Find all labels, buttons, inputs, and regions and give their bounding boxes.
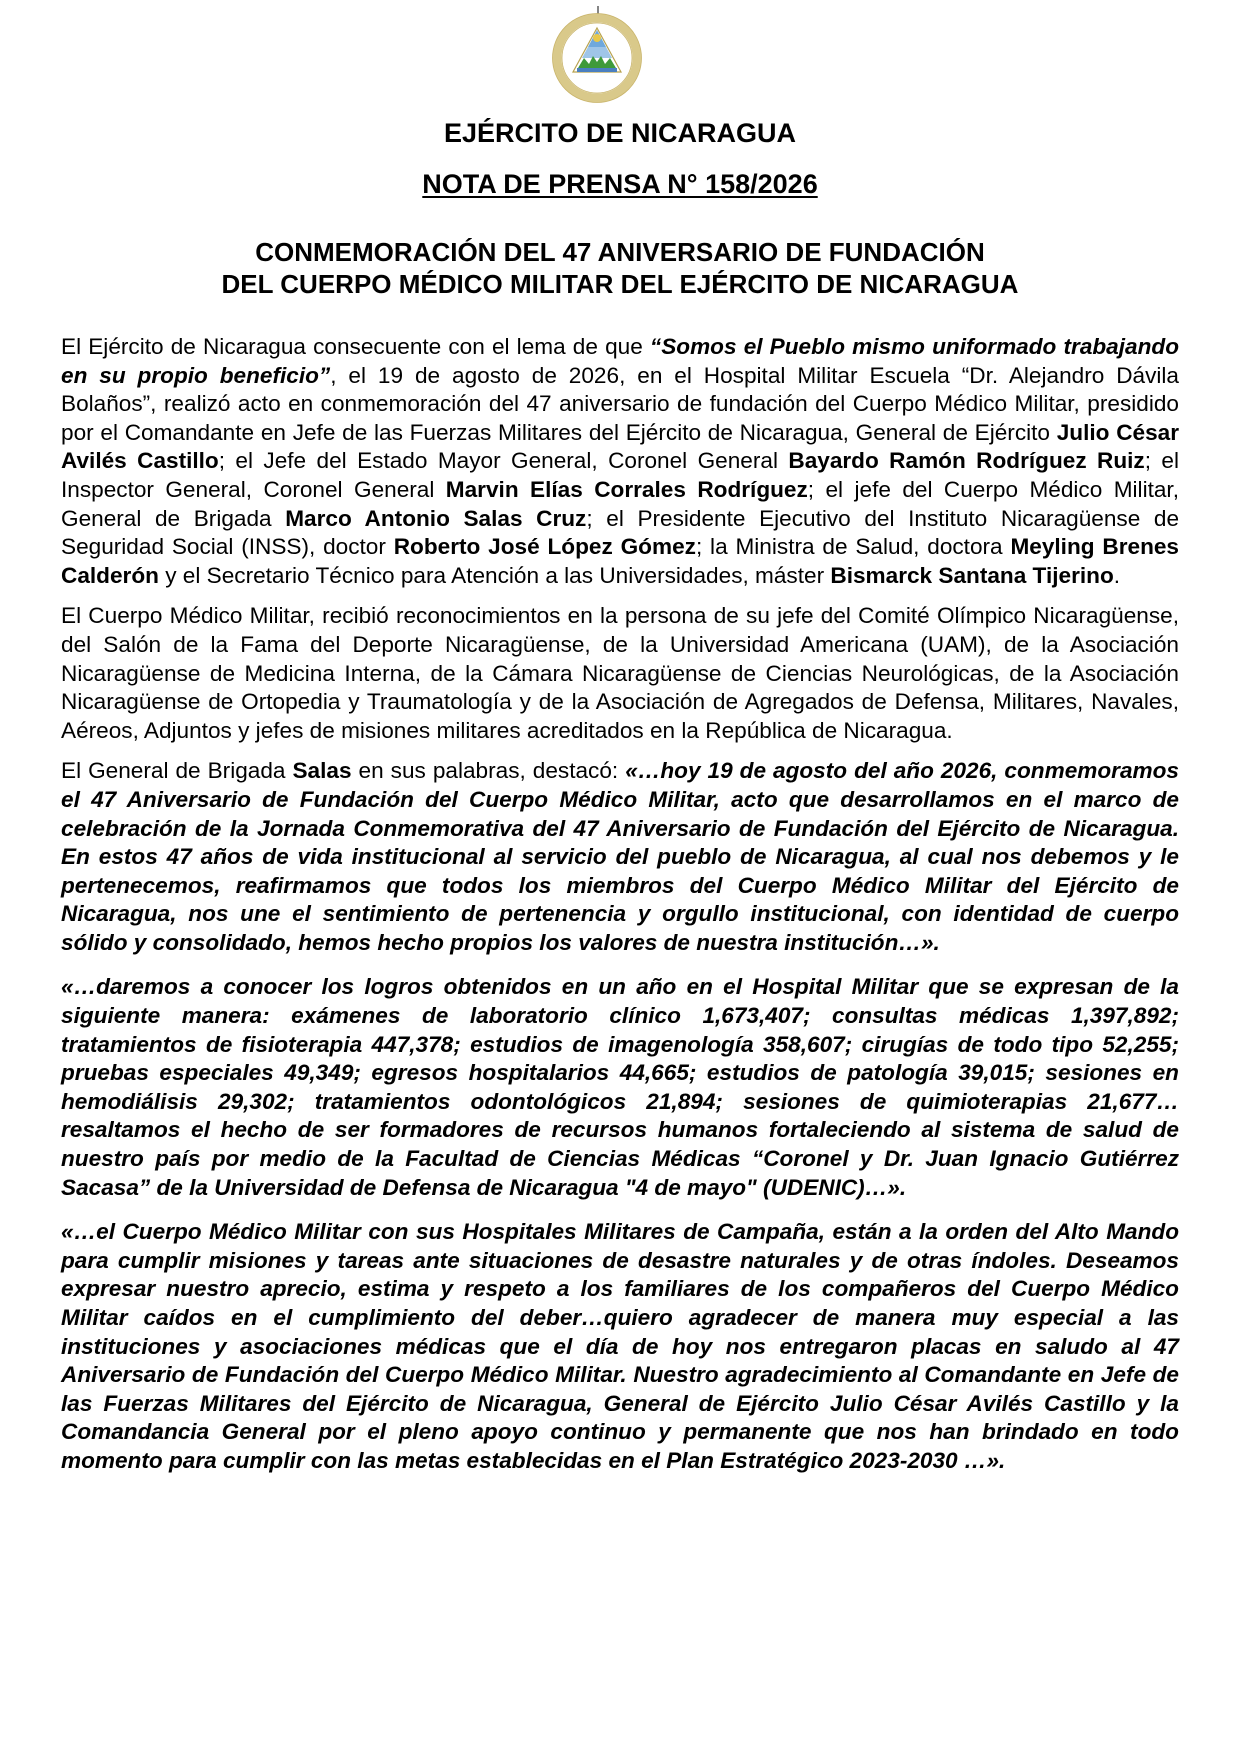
motto-quote: “Somos el Pueblo mismo uniformado trabajando en su propio beneficio” <box>61 334 1179 388</box>
text-run: ; la Ministra de Salud, doctora <box>695 534 1011 560</box>
headline <box>0 236 1240 300</box>
person-name: Bayardo Ramón Rodríguez Ruiz <box>788 448 1145 474</box>
article-body <box>61 333 1179 1476</box>
text-run: , el 19 de agosto de 2026, en el Hospital Militar Escuela “Dr. Alejandro Dávila Bolaños”, realizó acto en conmemoración del 47 aniversario de fundación del Cuerpo Médico Militar, presidido por el Comandante en Jefe de las Fuerzas Militares del Ejército de Nicaragua, General de Ejército <box>61 362 1180 445</box>
text-run: y el Secretario Técnico para Atención a las Universidades, máster <box>158 562 831 588</box>
nicaragua-coat-of-arms-icon <box>548 4 646 104</box>
text-run: ; el Presidente Ejecutivo del Instituto Nicaragüense de Seguridad Social (INSS), doctor <box>61 505 1180 560</box>
person-name: Salas <box>292 758 352 784</box>
person-name: Bismarck Santana Tijerino <box>830 562 1114 588</box>
person-name: Meyling Brenes Calderón <box>61 534 1180 588</box>
speech-quote: «…hoy 19 de agosto del año 2026, conmemoramos el 47 Aniversario de Fundación del Cuerpo Médico Militar, acto que desarrollamos en el marco de celebración de la Jornada Conmemorativa del 47 Aniversario de Fundación del Ejército de Nicaragua. En estos 47 años de vida institucional al servicio del pueblo de Nicaragua, al cual nos debemos y le pertenecemos, reafirmamos que todos los miembros del Cuerpo Médico Militar del Ejército de Nicaragua, nos une el sentimiento de pertenencia y orgullo institucional, con identidad de cuerpo sólido y consolidado, hemos hecho propios los valores de nuestra institución…». <box>61 758 1179 955</box>
press-note-number: NOTA DE PRENSA N° 158/2026 <box>422 169 818 199</box>
text-run: El General de Brigada <box>61 758 293 784</box>
text-run: en sus palabras, destacó: <box>351 758 626 784</box>
paragraph-4-quote: «…daremos a conocer los logros obtenidos en un año en el Hospital Militar que se expresan de la siguiente manera: exámenes de laboratorio clínico 1,673,407; consultas médicas 1,397,892; tratamientos de fisioterapia 447,378; estudios de imagenología 358,607; cirugías de todo tipo 52,255; pruebas especiales 49,349; egresos hospitalarios 44,665; estudios de patología 39,015; sesiones en hemodiálisis 29,302; tratamientos odontológicos 21,894; sesiones de quimioterapias 21,677…resaltamos el hecho de ser formadores de recursos humanos fortaleciendo al sistema de salud de nuestro país por medio de la Facultad de Ciencias Médicas “Coronel y Dr. Juan Ignacio Gutiérrez Sacasa” de la Universidad de Defensa de Nicaragua "4 de mayo" (UDENIC)…». <box>61 974 1179 1200</box>
headline-line-2: DEL CUERPO MÉDICO MILITAR DEL EJÉRCITO DE NICARAGUA <box>221 269 1019 299</box>
text-run: . <box>1113 562 1121 588</box>
person-name: Julio César Avilés Castillo <box>61 419 1180 474</box>
organization-name: EJÉRCITO DE NICARAGUA <box>443 118 797 148</box>
paragraph-2: El Cuerpo Médico Militar, recibió reconocimientos en la persona de su jefe del Comité Olímpico Nicaragüense, del Salón de la Fama del Deporte Nicaragüense, de la Universidad Americana (UAM), de la Asociación Nicaragüense de Medicina Interna, de la Cámara Nicaragüense de Ciencias Neurológicas, de la Asociación Nicaragüense de Ortopedia y Traumatología y de la Asociación de Agregados de Defensa, Militares, Navales, Aéreos, Adjuntos y jefes de misiones militares acreditados en la República de Nicaragua. <box>61 603 1179 743</box>
paragraph-5-quote: «…el Cuerpo Médico Militar con sus Hospitales Militares de Campaña, están a la orden del Alto Mando para cumplir misiones y tareas ante situaciones de desastre naturales y de otras índoles. Deseamos expresar nuestro aprecio, estima y respeto a los familiares de los compañeros del Cuerpo Médico Militar caídos en el cumplimiento del deber…quiero agradecer de manera muy especial a las instituciones y asociaciones médicas que el día de hoy nos entregaron placas en saludo al 47 Aniversario de Fundación del Cuerpo Médico Militar. Nuestro agradecimiento al Comandante en Jefe de las Fuerzas Militares del Ejército de Nicaragua, General de Ejército Julio César Avilés Castillo y la Comandancia General por el pleno apoyo continuo y permanente que nos han brindado en todo momento para cumplir con las metas establecidas en el Plan Estratégico 2023-2030 …». <box>61 1219 1179 1473</box>
text-run: El Ejército de Nicaragua consecuente con el lema de que <box>61 334 650 359</box>
paragraph-3 <box>61 757 1179 957</box>
person-name: Marvin Elías Corrales Rodríguez <box>445 476 808 502</box>
text-run: ; el Jefe del Estado Mayor General, Coronel General <box>218 448 789 474</box>
person-name: Roberto José López Gómez <box>393 534 696 560</box>
text-run: ; el Inspector General, Coronel General <box>61 448 1179 502</box>
text-run: ; el jefe del Cuerpo Médico Militar, General de Brigada <box>61 476 1179 531</box>
headline-line-1: CONMEMORACIÓN DEL 47 ANIVERSARIO DE FUNDACIÓN <box>255 237 985 267</box>
person-name: Marco Antonio Salas Cruz <box>285 505 587 531</box>
paragraph-1 <box>61 333 1179 590</box>
